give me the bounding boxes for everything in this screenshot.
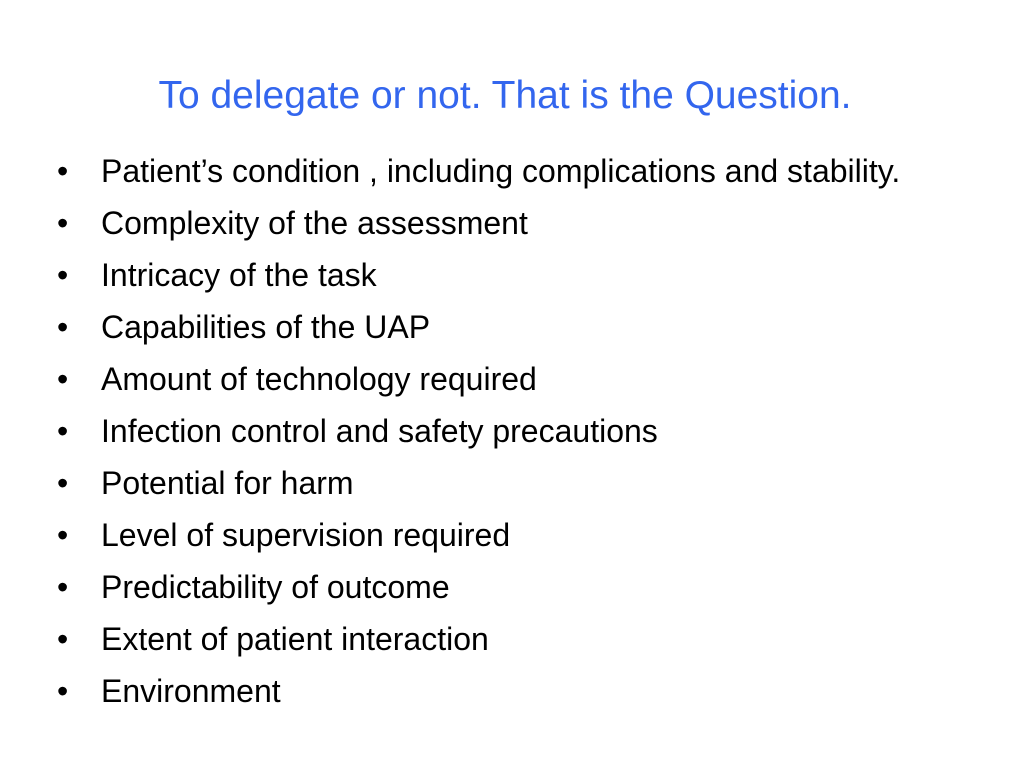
slide-title: To delegate or not. That is the Question. — [158, 74, 852, 117]
list-item-text: Level of supervision required — [101, 517, 511, 553]
bullet-icon: • — [57, 621, 69, 657]
list-item-text: Environment — [101, 673, 281, 709]
list-item — [57, 672, 987, 711]
list-item-text: Complexity of the assessment — [101, 205, 528, 241]
bullet-icon: • — [57, 309, 69, 345]
list-item — [57, 568, 987, 607]
bullet-icon: • — [57, 205, 69, 241]
list-item-text: Amount of technology required — [101, 361, 537, 397]
list-item — [57, 412, 987, 451]
list-item-text: Patient’s condition , including complications and stability. — [101, 153, 901, 189]
bullet-list — [57, 152, 987, 724]
bullet-icon: • — [57, 517, 69, 553]
list-item — [57, 516, 987, 555]
bullet-icon: • — [57, 257, 69, 293]
bullet-icon: • — [57, 673, 69, 709]
bullet-icon: • — [57, 569, 69, 605]
list-item-text: Potential for harm — [101, 465, 354, 501]
bullet-icon: • — [57, 465, 69, 501]
list-item-text: Infection control and safety precautions — [101, 413, 658, 449]
list-item — [57, 204, 987, 243]
bullet-icon: • — [57, 413, 69, 449]
list-item — [57, 308, 987, 347]
list-item — [57, 152, 987, 191]
bullet-icon: • — [57, 153, 69, 189]
list-item — [57, 620, 987, 659]
list-item-text: Predictability of outcome — [101, 569, 450, 605]
list-item-text: Extent of patient interaction — [101, 621, 489, 657]
list-item — [57, 360, 987, 399]
list-item — [57, 256, 987, 295]
list-item-text: Capabilities of the UAP — [101, 309, 431, 345]
list-item — [57, 464, 987, 503]
bullet-icon: • — [57, 361, 69, 397]
list-item-text: Intricacy of the task — [101, 257, 377, 293]
